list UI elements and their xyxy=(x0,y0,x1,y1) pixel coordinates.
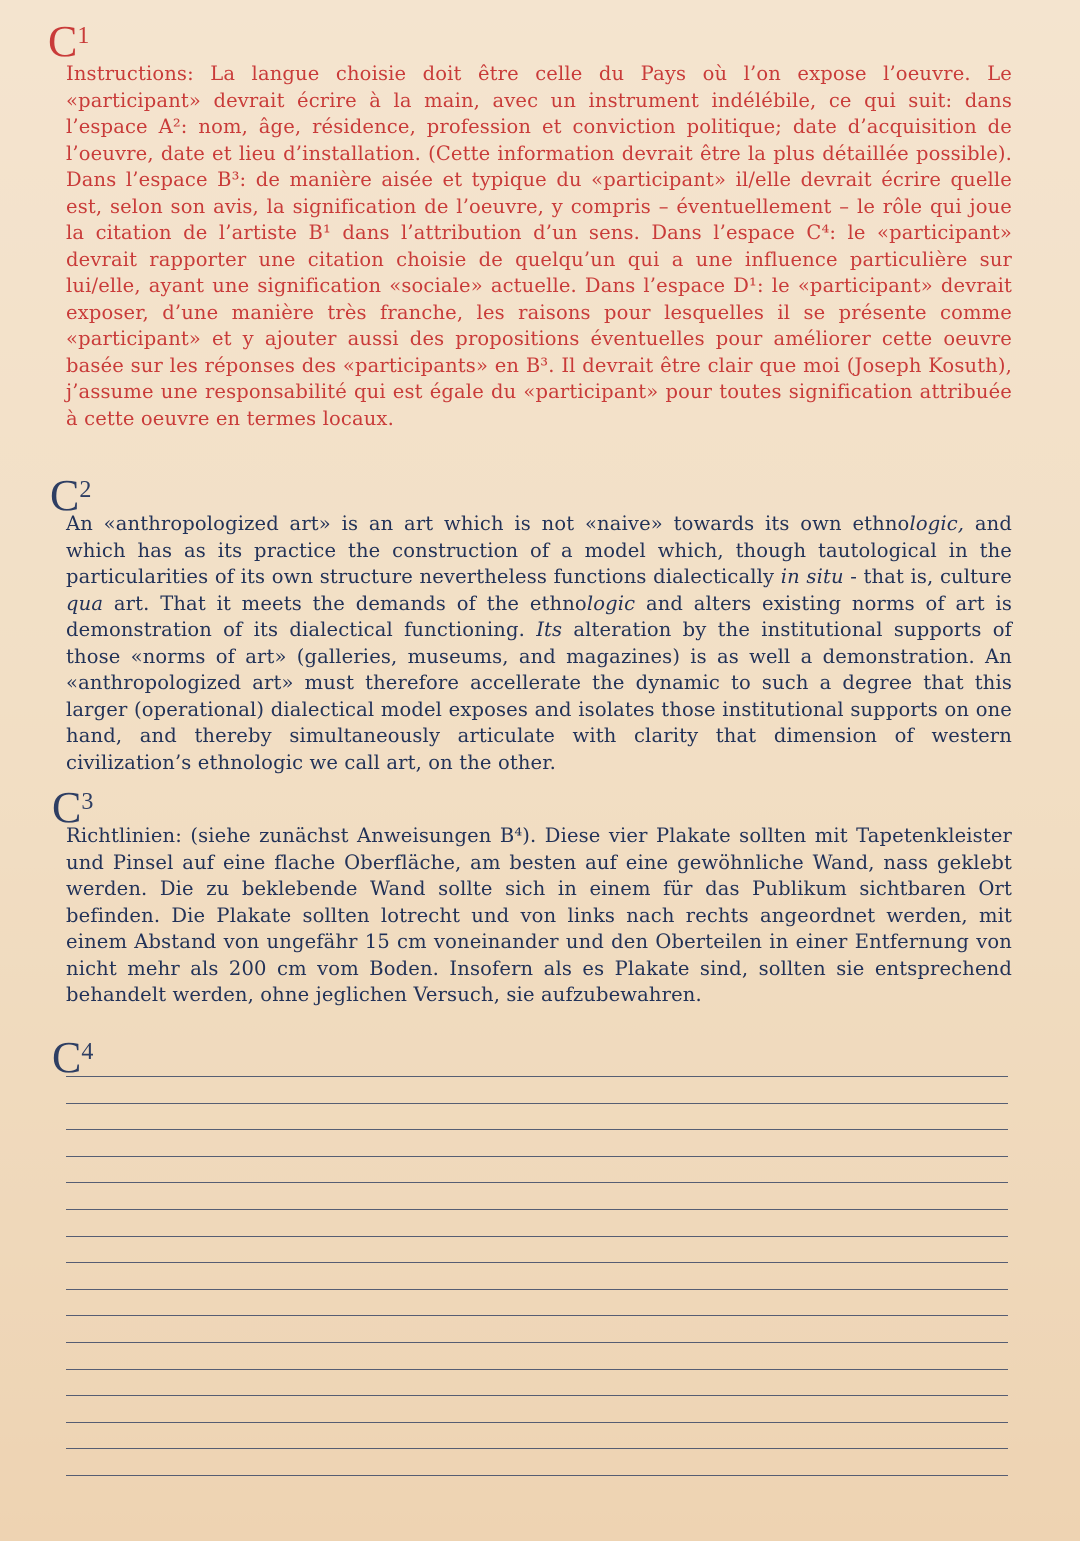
writing-line[interactable] xyxy=(66,1262,1008,1263)
section-c3-body: Richtlinien: (siehe zunächst Anweisungen B⁴). Diese vier Plakate sollten mit Tapetenkleister und Pinsel auf eine flache Oberfläche, am besten auf eine gewöhnliche Wand, nass geklebt werden. Die zu beklebende Wand sollte sich in einem für das Publikum sichtbaren Ort befinden. Die Plakate sollten lotrecht und von links nach rechts angeordnet werden, mit einem Abstand von ungefähr 15 cm voneinander und den Oberteilen in einer Entfernung von nicht mehr als 200 cm vom Boden. Insofern als es Plakate sind, sollten sie entsprechend behandelt werden, ohne jeglichen Versuch, sie aufzubewahren. xyxy=(66,824,1012,1006)
writing-line[interactable] xyxy=(66,1182,1008,1183)
heading-letter: C xyxy=(50,471,80,520)
writing-line[interactable] xyxy=(66,1156,1008,1157)
section-c1-body-wrap xyxy=(66,61,1012,432)
writing-line[interactable] xyxy=(66,1448,1008,1449)
text-run: and alters existing norms of art is demonstration of its dialectical functioning. xyxy=(66,591,1012,641)
section-c2-body-wrap xyxy=(66,511,1012,776)
writing-line[interactable] xyxy=(66,1209,1008,1210)
text-run: An «anthropologized art» is an art which is not «naive» towards its own ethno xyxy=(66,512,910,535)
heading-letter: C xyxy=(52,1033,82,1082)
text-run: art. That it meets the demands of the ethno xyxy=(103,591,587,615)
writing-line[interactable] xyxy=(66,1236,1008,1237)
writing-line[interactable] xyxy=(66,1315,1008,1316)
italic-run: Its xyxy=(536,618,563,641)
heading-letter: C xyxy=(48,17,78,66)
italic-run: logic, xyxy=(909,512,965,535)
italic-run: in situ xyxy=(780,565,844,588)
heading-letter: C xyxy=(52,783,82,832)
writing-lines xyxy=(66,1076,1008,1502)
section-c3-body-wrap xyxy=(66,823,1012,1009)
italic-run: qua xyxy=(66,591,104,615)
writing-line[interactable] xyxy=(66,1422,1008,1423)
section-c4-heading xyxy=(52,1033,94,1082)
heading-superscript: 4 xyxy=(81,1039,94,1065)
section-c1-body: Instructions: La langue choisie doit être celle du Pays où l’on expose l’oeuvre. Le «participant» devrait écrire à la main, avec un instrument indélébile, ce qui suit: dans l’espace A²: nom, âge, résidence, profession et conviction politique; date d’acquisition de l’oeuvre, date et lieu d’installation. (Cette information devrait être la plus détaillée possible). Dans l’espace B³: de manière aisée et typique du «participant» il/elle devrait écrire quelle est, selon son avis, la signification de l’oeuvre, y compris – éventuellement – le rôle qui joue la citation de l’artiste B¹ dans l’attribution d’un sens. Dans l’espace C⁴: le «participant» devrait rapporter une citation choisie de quelqu’un qui a une influence particulière sur lui/elle, ayant une signification «sociale» actuelle. Dans l’espace D¹: le «participant» devrait exposer, d’une manière très franche, les raisons pour lesquelles il se présente comme «participant» et y ajouter aussi des propositions éventuelles pour améliorer cette oeuvre basée sur les réponses des «participants» en B³. Il devrait être clair que moi (Joseph Kosuth), j’assume une responsabilité qui est égale du «participant» pour toutes signification attribuée à cette oeuvre en termes locaux. xyxy=(66,62,1012,430)
writing-line[interactable] xyxy=(66,1395,1008,1396)
text-run: alteration by the institutional supports of those «norms of art» (galleries, museums, and magazines) is as well a demonstration. An «anthropologized art» must therefore accellerate the dynamic to such a degree that this larger (operational) dialectical model exposes and isolates those institutional supports on one hand, and thereby simultaneously articulate with clarity that dimension of western civilization’s ethnologic we call art, on the other. xyxy=(66,618,1012,774)
text-run: and which has as its practice the construction of a model which, though tautological in the particularities of its own structure nevertheless functions dialectically xyxy=(66,512,1012,588)
writing-line[interactable] xyxy=(66,1076,1008,1077)
writing-line[interactable] xyxy=(66,1342,1008,1343)
writing-line[interactable] xyxy=(66,1103,1008,1104)
section-c1-heading xyxy=(48,17,90,66)
writing-line[interactable] xyxy=(66,1129,1008,1130)
heading-superscript: 2 xyxy=(79,477,92,503)
writing-line[interactable] xyxy=(66,1369,1008,1370)
text-run: - that is, culture xyxy=(843,565,1012,588)
heading-superscript: 3 xyxy=(81,789,94,815)
italic-run: logic xyxy=(586,591,636,615)
section-c2-body xyxy=(66,511,1012,776)
heading-superscript: 1 xyxy=(77,23,90,49)
writing-line[interactable] xyxy=(66,1475,1008,1476)
writing-line[interactable] xyxy=(66,1289,1008,1290)
